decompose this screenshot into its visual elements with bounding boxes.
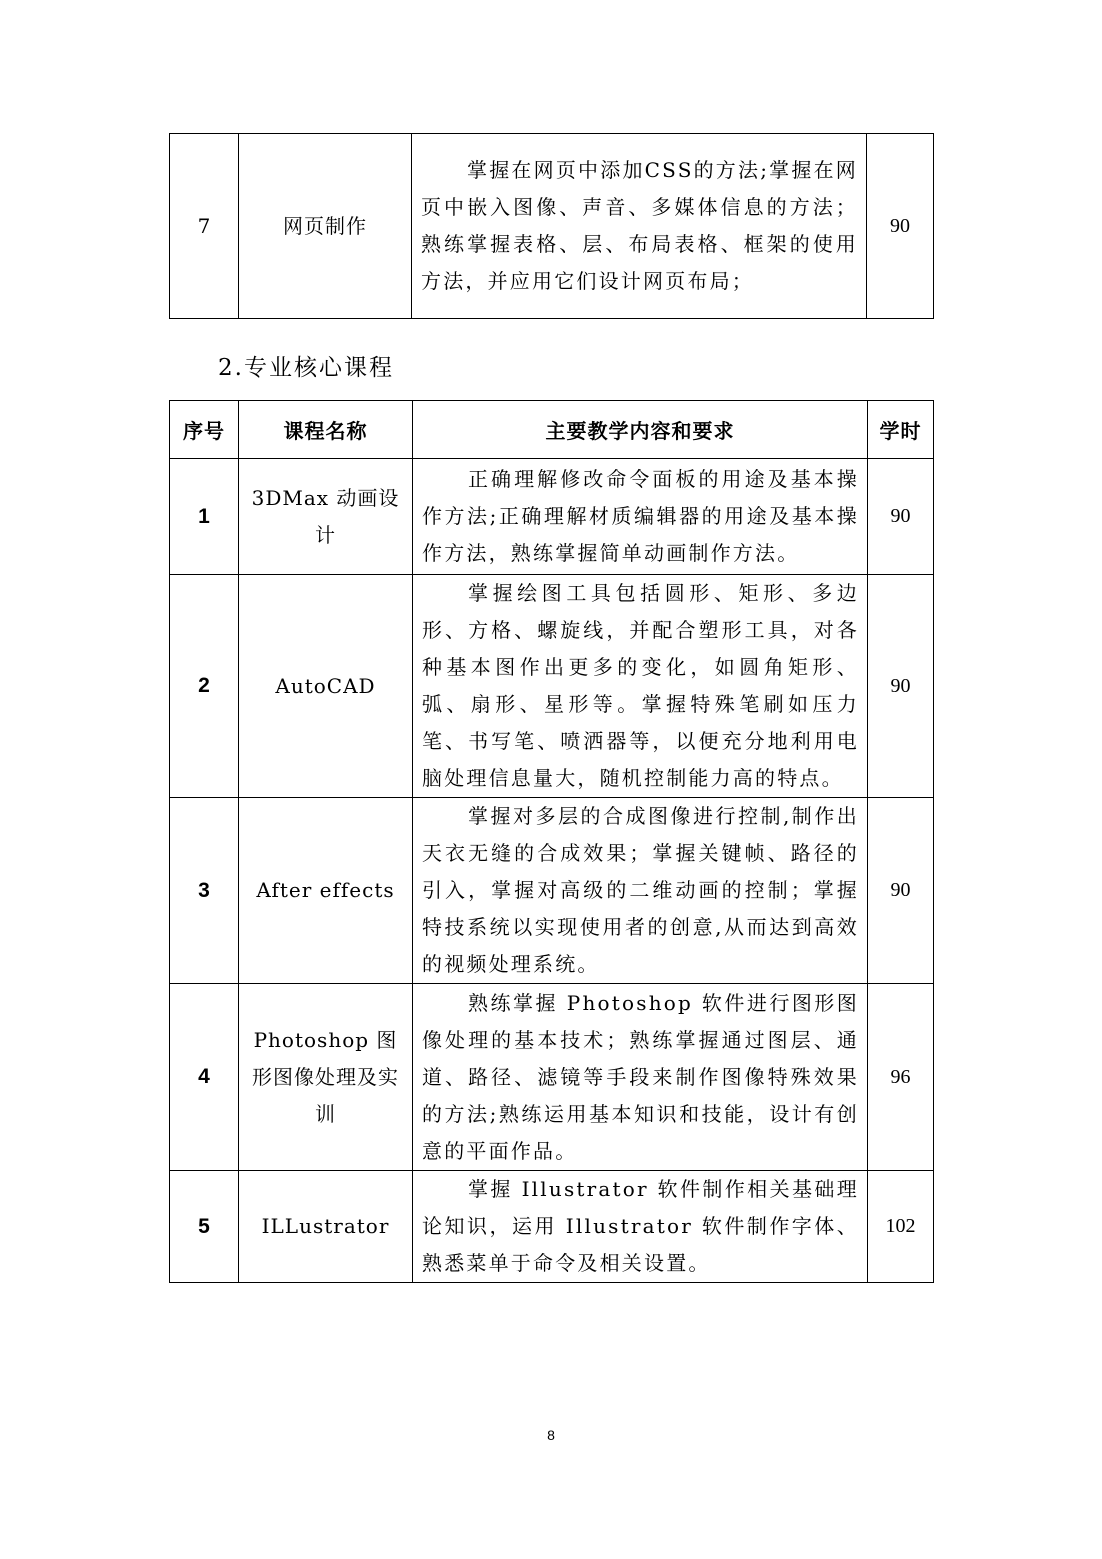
course-content: 掌握 Illustrator 软件制作相关基础理论知识，运用 Illustrator 软件制作字体、熟悉菜单于命令及相关设置。 <box>413 1171 868 1283</box>
core-course-table <box>169 400 934 1283</box>
course-content: 熟练掌握 Photoshop 软件进行图形图像处理的基本技术；熟练掌握通过图层、通道、路径、滤镜等手段来制作图像特殊效果的方法;熟练运用基本知识和技能，设计有创意的平面作品。 <box>413 984 868 1171</box>
column-header-course-name: 课程名称 <box>239 401 413 459</box>
page-number: 8 <box>547 1427 555 1443</box>
course-name: After effects <box>239 798 413 984</box>
course-hours: 90 <box>868 575 934 798</box>
section-heading: 2.专业核心课程 <box>218 355 394 381</box>
course-hours: 96 <box>868 984 934 1171</box>
row-number: 2 <box>170 575 239 798</box>
table-row <box>170 575 934 798</box>
table-header-row <box>170 401 934 459</box>
table-row <box>170 984 934 1171</box>
row-number: 7 <box>170 134 239 319</box>
course-name: Photoshop 图形图像处理及实训 <box>239 984 413 1171</box>
course-name: 网页制作 <box>239 134 412 319</box>
course-name: 3DMax 动画设计 <box>239 459 413 575</box>
row-number: 5 <box>170 1171 239 1283</box>
course-hours: 90 <box>868 798 934 984</box>
course-hours: 90 <box>867 134 934 319</box>
row-number: 4 <box>170 984 239 1171</box>
course-content: 掌握绘图工具包括圆形、矩形、多边形、方格、螺旋线，并配合塑形工具，对各种基本图作出更多的变化，如圆角矩形、弧、扇形、星形等。掌握特殊笔刷如压力笔、书写笔、喷洒器等，以便充分地利用电脑处理信息量大，随机控制能力高的特点。 <box>413 575 868 798</box>
column-header-content: 主要教学内容和要求 <box>413 401 868 459</box>
table-row <box>170 134 934 319</box>
course-content: 掌握对多层的合成图像进行控制,制作出天衣无缝的合成效果；掌握关键帧、路径的引入，掌握对高级的二维动画的控制；掌握特技系统以实现使用者的创意,从而达到高效的视频处理系统。 <box>413 798 868 984</box>
course-hours: 102 <box>868 1171 934 1283</box>
table-row <box>170 459 934 575</box>
course-content: 正确理解修改命令面板的用途及基本操作方法;正确理解材质编辑器的用途及基本操作方法，熟练掌握简单动画制作方法。 <box>413 459 868 575</box>
course-table-continued <box>169 133 934 319</box>
course-hours: 90 <box>868 459 934 575</box>
course-name: ILLustrator <box>239 1171 413 1283</box>
course-content: 掌握在网页中添加CSS的方法;掌握在网页中嵌入图像、声音、多媒体信息的方法；熟练掌握表格、层、布局表格、框架的使用方法，并应用它们设计网页布局； <box>412 134 867 319</box>
column-header-hours: 学时 <box>868 401 934 459</box>
row-number: 1 <box>170 459 239 575</box>
table-row <box>170 1171 934 1283</box>
row-number: 3 <box>170 798 239 984</box>
column-header-number: 序号 <box>170 401 239 459</box>
course-name: AutoCAD <box>239 575 413 798</box>
table-row <box>170 798 934 984</box>
